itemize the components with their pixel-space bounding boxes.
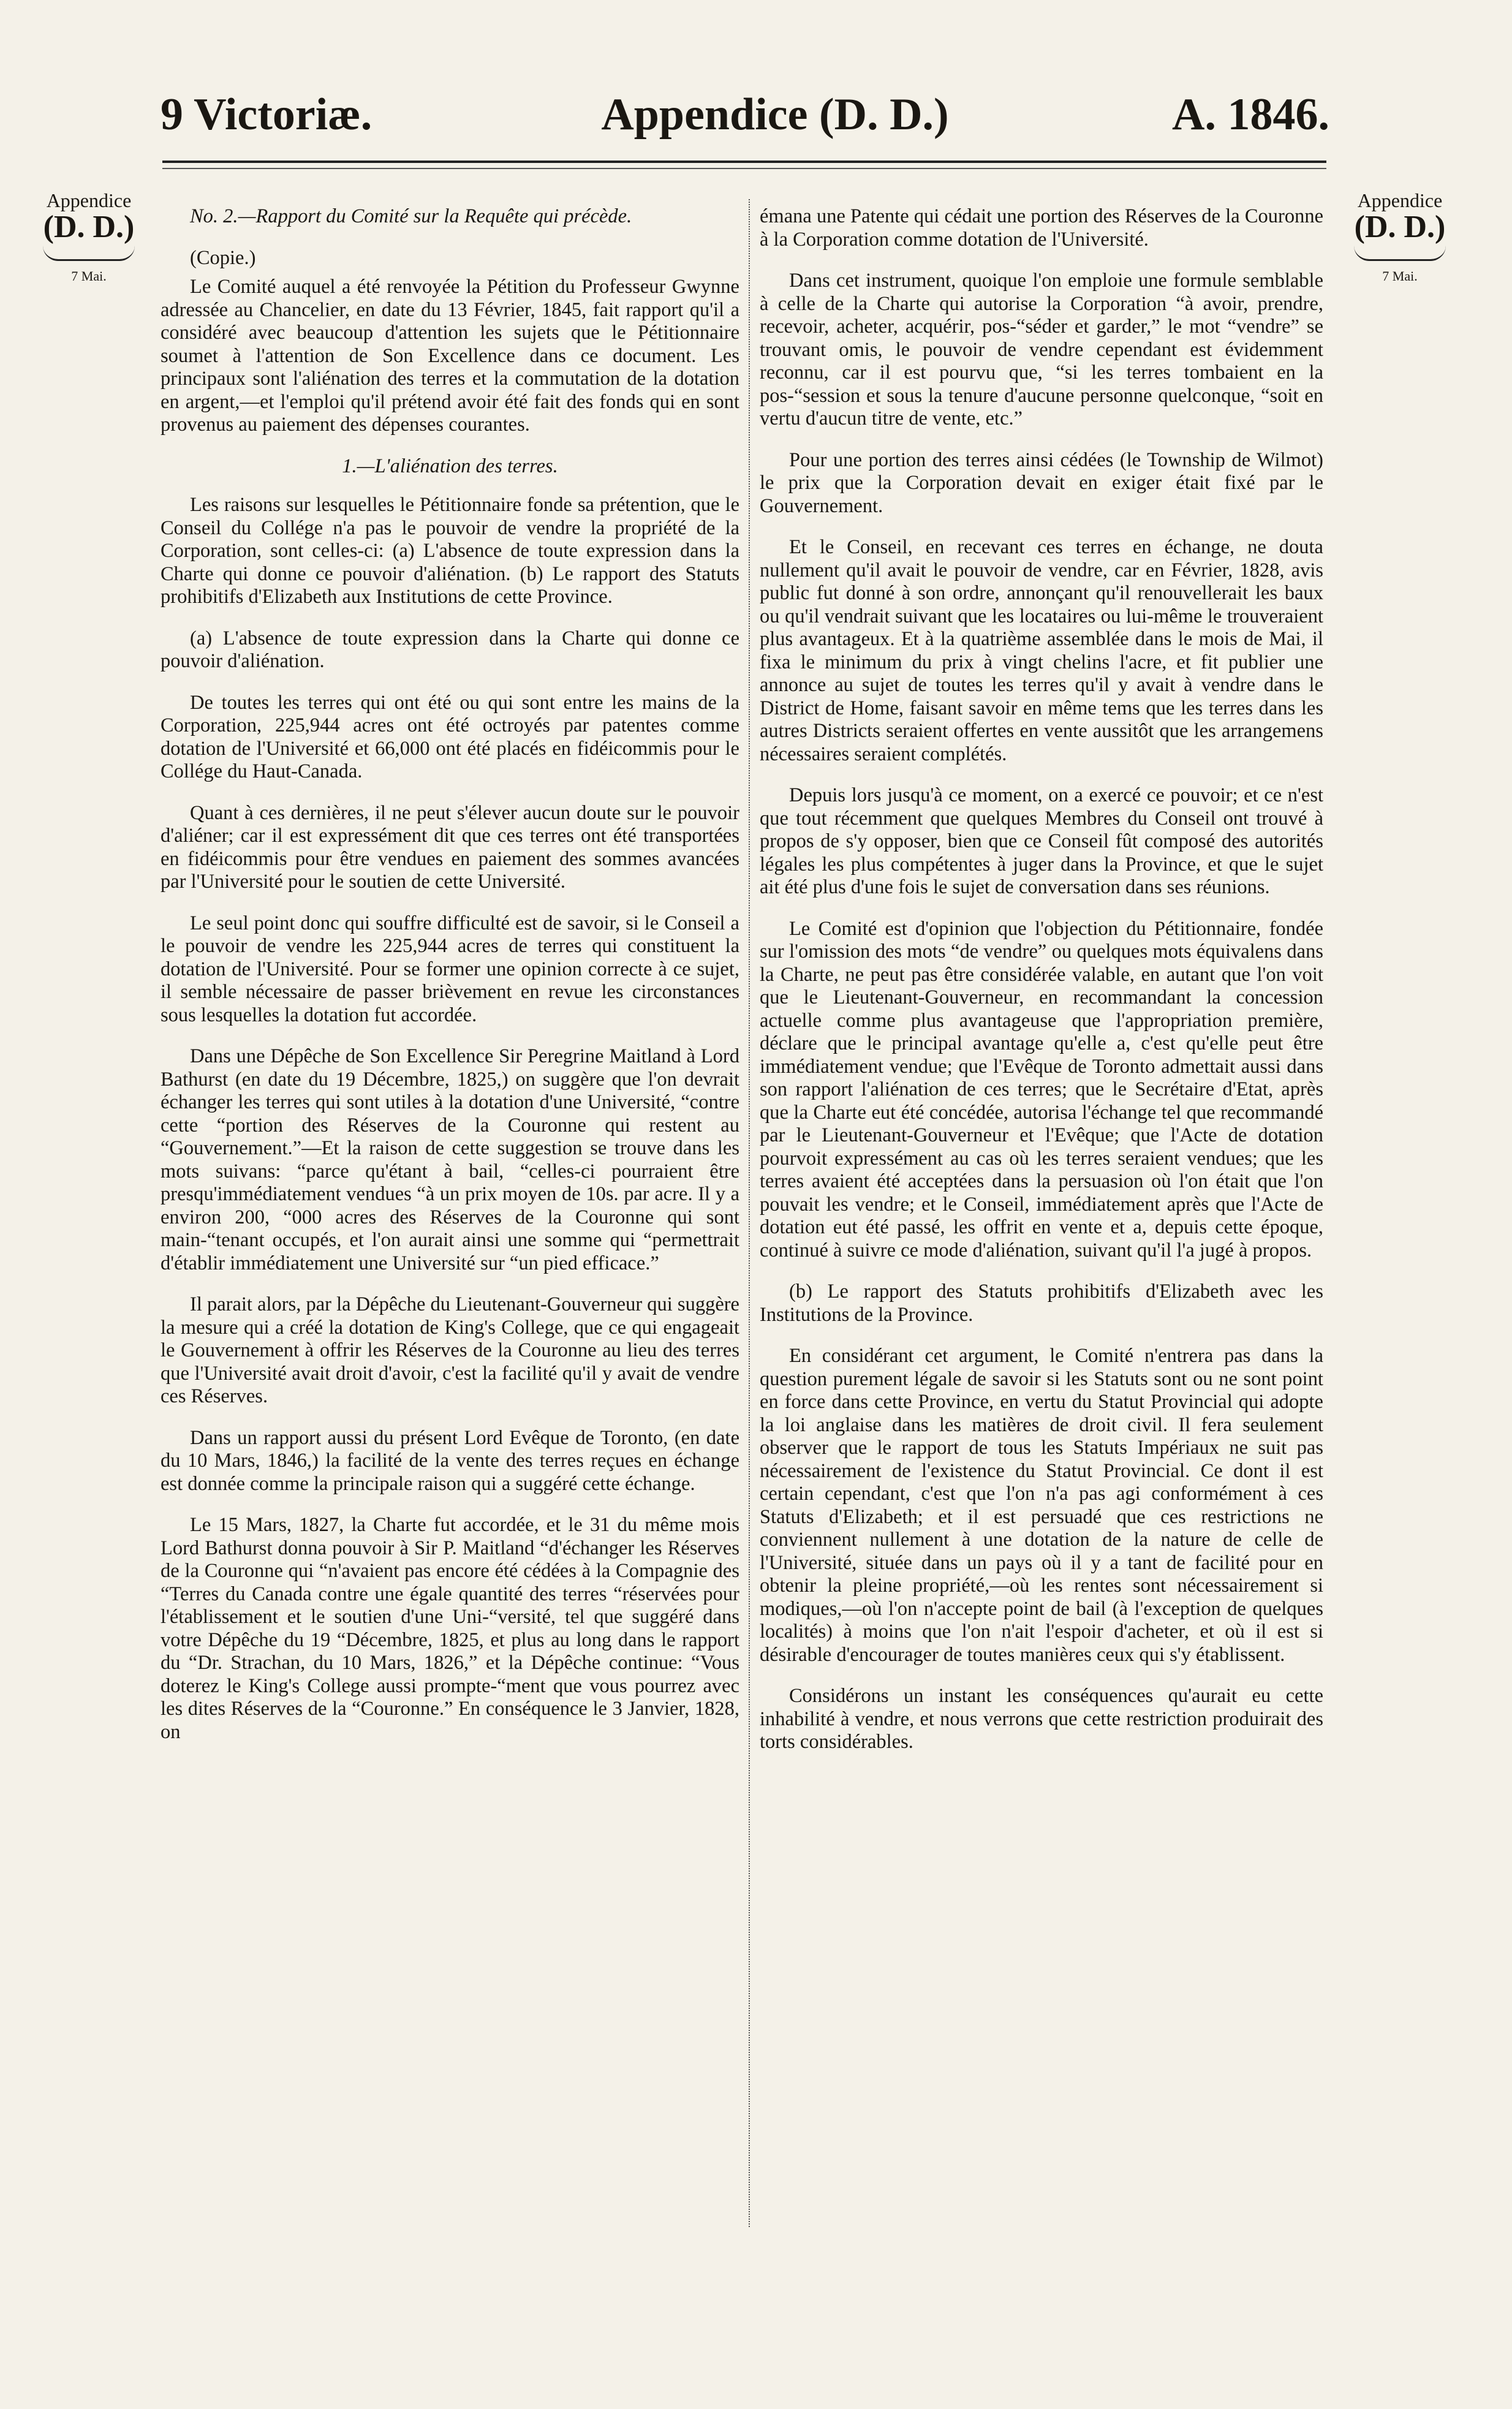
header-rule xyxy=(162,161,1326,163)
paragraph: Le seul point donc qui souffre difficulté est de savoir, si le Conseil a le pouvoir de vendre les 225,944 acres de terres qui constituent la dotation de l'Université. Pour se former une opinion correcte à ce sujet, il semble nécessaire de passer brièvement en revue les circonstances sous lesquelles la dotation fut accordée. xyxy=(161,912,739,1026)
report-number: No. 2. xyxy=(190,205,238,227)
paragraph: Le Comité est d'opinion que l'objection du Pétitionnaire, fondée sur l'omission des mots “de vendre” ou quelques mots équivalens dans la Charte, ne peut pas être considérée valable, en autant que l'on voit que le Lieutenant-Gouverneur, en recommandant la concession actuelle comme plus avantageuse que l'appropriation première, déclare que le principal avantage qu'elle a, c'est qu'elle peut être immédiatement vendue; que l'Evêque de Toronto admettait aussi dans son rapport l'aliénation de ces terres; que le Secrétaire d'Etat, après que la Charte eut été concédée, autorisa l'échange tel que recommandé par le Lieutenant-Gouverneur et l'Evêque; que l'Acte de dotation pourvoit expressément au cas où les terres seraient vendues; que les terres avaient été acceptées dans la persuasion où l'on était que l'on pouvait les vendre; et le Conseil, immédiatement après que l'Acte de dotation eut été passé, les offrit en vente et a, depuis cette époque, continué à suivre ce mode d'aliénation, suivant qu'il l'a jugé à propos. xyxy=(760,917,1323,1261)
column-divider xyxy=(749,199,750,2227)
report-title-text: —Rapport du Comité sur la Requête qui précède. xyxy=(238,205,632,227)
running-header-title: Appendice (D. D.) xyxy=(601,89,949,140)
left-column xyxy=(161,205,739,1762)
margin-note-left xyxy=(34,190,144,284)
header-rule-thin xyxy=(162,168,1326,169)
paragraph: Et le Conseil, en recevant ces terres en échange, ne douta nullement qu'il avait le pouvoir de vendre, car en Février, 1828, avis public fut donné à son ordre, annonçant qu'il renouvellerait les baux ou qu'il vendrait suivant que les locataires ou lui-même le trouveraient plus avantageux. Et à la quatrième assemblée dans le mois de Mai, il fixa le minimum du prix à vingt chelins l'acre, et fit publier une annonce au sujet de toutes les terres qu'il y avait à vendre dans le District de Home, faisant savoir en même tems que les terres dans les autres Districts seraient offertes en vente aussitôt que les arrangemens nécessaires seraient complétés. xyxy=(760,536,1323,765)
margin-label: Appendice xyxy=(1357,189,1443,211)
margin-label: Appendice xyxy=(46,189,132,211)
running-header-left: 9 Victoriæ. xyxy=(161,89,372,140)
paragraph: Pour une portion des terres ainsi cédées (le Township de Wilmot) le prix que la Corporation devait en exiger était fixé par le Gouvernement. xyxy=(760,448,1323,517)
margin-date: 7 Mai. xyxy=(1382,268,1418,284)
right-column xyxy=(760,205,1323,1772)
paragraph: Le Comité auquel a été renvoyée la Pétition du Professeur Gwynne adressée au Chancelier, en date du 13 Février, 1845, fait rapport qu'il a considéré avec beaucoup d'attention les sujets que le Pétitionnaire soumet à l'attention de Son Excellence dans ce document. Les principaux sont l'aliénation des terres et la commutation de la dotation en argent,—et l'emploi qu'il prétend avoir été fait des fonds qui en sont provenus au paiement des dépenses courantes. xyxy=(161,276,739,436)
paragraph: Dans un rapport aussi du présent Lord Evêque de Toronto, (en date du 10 Mars, 1846,) la facilité de la vente des terres reçues en échange est donnée comme la principale raison qui a suggéré cette échange. xyxy=(161,1426,739,1495)
margin-note-right xyxy=(1345,190,1455,284)
copie-label: (Copie.) xyxy=(190,246,256,269)
paragraph: (a) L'absence de toute expression dans la Charte qui donne ce pouvoir d'aliénation. xyxy=(161,627,739,672)
paragraph: Considérons un instant les conséquences qu'aurait eu cette inhabilité à vendre, et nous verrons que cette restriction produirait des torts considérables. xyxy=(760,1685,1323,1753)
paragraph: Les raisons sur lesquelles le Pétitionnaire fonde sa prétention, que le Conseil du Collége n'a pas le pouvoir de vendre la propriété de la Corporation, sont celles-ci: (a) L'absence de toute expression dans la Charte qui donne ce pouvoir d'aliénation. (b) Le rapport des Statuts prohibitifs d'Elizabeth aux Institutions de cette Province. xyxy=(161,494,739,608)
paragraph: En considérant cet argument, le Comité n'entrera pas dans la question purement légale de savoir si les Statuts sont ou ne sont point en force dans cette Province, en vertu du Statut Provincial qui adopte la loi anglaise dans les matières de droit civil. Il fera seulement observer que le rapport de tous les Statuts Impériaux ne suit pas nécessairement de l'existence du Statut Provincial. Ce dont il est certain cependant, c'est que l'on n'a pas agi conformément à ces Statuts d'Elizabeth; et il est persuadé que ces restrictions ne conviennent nullement à une dotation de la nature de celle de l'Université, située dans un pays où il y a tant de facilité pour en obtenir la pleine propriété,—où les rentes sont nécessairement si modiques,—où l'on n'accepte point de bail (à l'exception de quelques localités) à moins que l'on n'ait l'espoir d'acheter, et où il est si désirable d'encourager de toutes manières ceux qui s'y établissent. xyxy=(760,1345,1323,1666)
paragraph: Quant à ces dernières, il ne peut s'élever aucun doute sur le pouvoir d'aliéner; car il est expressément dit que ces terres ont été transportées en fidéicommis pour être vendues en paiement des sommes avancées par l'Université pour le soutien de cette Université. xyxy=(161,801,739,893)
paragraph: De toutes les terres qui ont été ou qui sont entre les mains de la Corporation, 225,944 acres ont été octroyés par patentes comme dotation de l'Université et 66,000 ont été placés en fidéicommis pour le Collége du Haut-Canada. xyxy=(161,691,739,782)
margin-brace xyxy=(43,246,135,261)
margin-code: (D. D.) xyxy=(43,210,135,245)
running-header-year: A. 1846. xyxy=(1172,89,1329,140)
margin-code: (D. D.) xyxy=(1354,210,1446,245)
paragraph: (b) Le rapport des Statuts prohibitifs d'Elizabeth avec les Institutions de la Province. xyxy=(760,1280,1323,1326)
margin-date: 7 Mai. xyxy=(71,268,107,284)
paragraph: Depuis lors jusqu'à ce moment, on a exercé ce pouvoir; et ce n'est que tout récemment que quelques Membres du Conseil ont trouvé à propos de s'y opposer, bien que ce Conseil fût composé des autorités légales les plus compétentes à juger dans la Province, et que le sujet ait été plus d'une fois le sujet de conversation dans ses réunions. xyxy=(760,784,1323,898)
paragraph: Dans cet instrument, quoique l'on emploie une formule semblable à celle de la Charte qui autorise la Corporation “à avoir, prendre, recevoir, acheter, acquérir, pos-“séder et garder,” le mot “vendre” se trouvant omis, le pouvoir de vendre cependant est évidemment reconnu, car il est pourvu que, “si les terres tombaient en la pos-“session et sous la tenure d'aucune personne quelconque, “soit en vertu d'aucun titre de vente, etc.” xyxy=(760,270,1323,429)
paragraph: Dans une Dépêche de Son Excellence Sir Peregrine Maitland à Lord Bathurst (en date du 19 Décembre, 1825,) on suggère que l'on devrait échanger les terres qui sont utiles à la dotation d'une Université, “contre cette “portion des Réserves de la Couronne qui restent au “Gouvernement.”—Et la raison de cette suggestion se trouve dans les mots suivans: “parce qu'étant à bail, “celles-ci pourraient être presqu'immédiatement vendues “à un prix moyen de 10s. par acre. Il y a environ 200, “000 acres des Réserves de la Couronne qui sont main-“tenant occupés, et l'on aurait ainsi une somme qui “permettrait d'établir immédiatement une Université sur “un pied efficace.” xyxy=(161,1045,739,1274)
paragraph: Le 15 Mars, 1827, la Charte fut accordée, et le 31 du même mois Lord Bathurst donna pouvoir à Sir P. Maitland “d'échanger les Réserves de la Couronne qui “n'avaient pas encore été cédées à la Compagnie des “Terres du Canada contre une égale quantité des terres “réservées pour l'établissement et le soutien d'une Uni-“versité, tel que suggéré dans votre Dépêche du 19 “Décembre, 1825, et plus au long dans le rapport du “Dr. Strachan, du 10 Mars, 1826,” et la Dépêche continue: “Vous doterez le King's College aussi prompte-“ment que vous pourrez avec les dites Réserves de la “Couronne.” En conséquence le 3 Janvier, 1828, on xyxy=(161,1514,739,1743)
paragraph: émana une Patente qui cédait une portion des Réserves de la Couronne à la Corporation comme dotation de l'Université. xyxy=(760,205,1323,251)
report-title xyxy=(161,205,739,229)
margin-brace xyxy=(1354,246,1446,261)
section-heading: 1.—L'aliénation des terres. xyxy=(342,455,558,477)
paragraph: Il parait alors, par la Dépêche du Lieutenant-Gouverneur qui suggère la mesure qui a créé la dotation de King's College, que ce qui engageait le Gouvernement à offrir les Réserves de la Couronne au lieu des terres que l'Université avait droit d'avoir, c'est la facilité qu'il y avait de vendre ces Réserves. xyxy=(161,1293,739,1407)
